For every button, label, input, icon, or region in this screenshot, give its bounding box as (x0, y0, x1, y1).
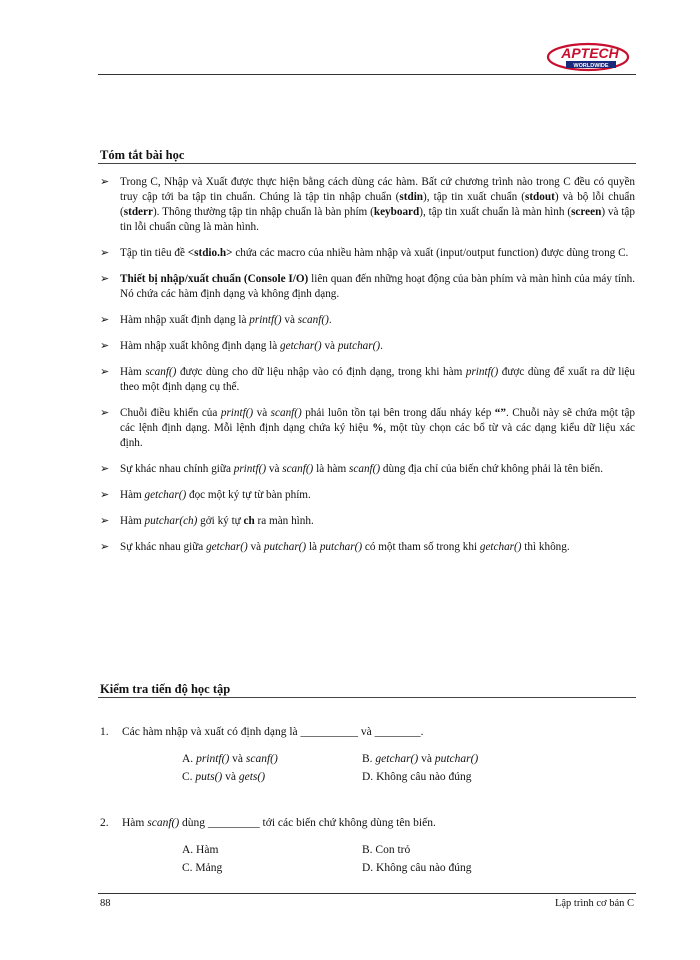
summary-rule (98, 163, 636, 164)
bullet-arrow-icon: ➢ (100, 314, 110, 326)
list-item: ➢ Sự khác nhau giữa getchar() và putchar() là putchar() có một tham số trong khi getchar() thì không. (100, 541, 570, 553)
book-title: Lập trình cơ bản C (554, 898, 634, 909)
bullet-arrow-icon: ➢ (100, 340, 110, 352)
list-item: ➢ Hàm nhập xuất định dạng là printf() và scanf(). (100, 314, 332, 326)
bullet-arrow-icon: ➢ (100, 541, 110, 553)
bullet-arrow-icon: ➢ (100, 489, 110, 501)
page-number: 88 (100, 898, 111, 909)
list-item: ➢ Sự khác nhau chính giữa printf() và scanf() là hàm scanf() dùng địa chỉ của biến chứ không phải là tên biến. (100, 463, 604, 475)
logo-sub-text: WORLDWIDE (573, 63, 609, 69)
list-item: ➢ Chuỗi điều khiển của printf() và scanf() phải luôn tồn tại bên trong dấu nháy kép “”. Chuỗi này sẽ chứa một tập các lệnh định dạng. Mỗi lệnh định dạng chứa ký hiệu %, một tùy chọn các bổ từ và các dạng kiểu dữ liệu xác định. (100, 407, 636, 449)
bullet-arrow-icon: ➢ (100, 366, 110, 378)
question-2: 2. Hàm scanf() dùng _________ tới các biến chứ không dùng tên biến. (100, 817, 436, 829)
logo-main-text: APTECH (561, 45, 619, 61)
question-1: 1. Các hàm nhập và xuất có định dạng là __________ và ________. (100, 726, 424, 738)
summary-title: Tóm tắt bài học (100, 148, 185, 162)
bullet-arrow-icon: ➢ (100, 407, 110, 419)
bullet-arrow-icon: ➢ (100, 515, 110, 527)
bullet-arrow-icon: ➢ (100, 463, 110, 475)
list-item: ➢ Thiết bị nhập/xuất chuẩn (Console I/O) liên quan đến những hoạt động của bàn phím và màn hình của máy tính. Nó chứa các hàm định dạng và không định dạng. (100, 273, 636, 300)
list-item: ➢ Tập tin tiêu đề <stdio.h> chứa các macro của nhiều hàm nhập và xuất (input/output function) được dùng trong C. (100, 247, 629, 259)
list-item: ➢ Hàm getchar() đọc một ký tự từ bàn phím. (100, 489, 311, 501)
header-rule (98, 74, 636, 75)
quiz-title: Kiểm tra tiến độ học tập (100, 682, 231, 696)
q1-option-d: D. Không câu nào đúng (362, 771, 472, 783)
bullet-arrow-icon: ➢ (100, 176, 110, 188)
q2-option-c: C. Mảng (182, 862, 223, 874)
q2-option-d: D. Không câu nào đúng (362, 862, 472, 874)
bullet-arrow-icon: ➢ (100, 273, 110, 285)
q2-option-b: B. Con trỏ (362, 844, 411, 856)
summary-list (100, 175, 635, 566)
q1-option-c: C. puts() và gets() (182, 771, 266, 783)
aptech-logo (546, 42, 630, 72)
footer-rule (98, 893, 636, 894)
q1-option-b: B. getchar() và putchar() (362, 753, 479, 765)
list-item: ➢ Hàm scanf() được dùng cho dữ liệu nhập vào có định dạng, trong khi hàm printf() được dùng để xuất ra dữ liệu theo một định dạng cụ thể. (100, 366, 635, 393)
bullet-arrow-icon: ➢ (100, 247, 110, 259)
quiz-rule (98, 697, 636, 698)
q2-option-a: A. Hàm (182, 844, 219, 856)
list-item: ➢ Trong C, Nhập và Xuất được thực hiện bằng cách dùng các hàm. Bất cứ chương trình nào trong C đều có quyền truy cập tới ba tập tin chuẩn. Chúng là tập tin nhập chuẩn (stdin), tập tin xuất chuẩn (stdout) và bộ lỗi chuẩn (stderr). Thông thường tập tin nhập chuẩn là bàn phím (keyboard), tập tin xuất chuẩn là màn hình (screen) và tập tin lỗi chuẩn cũng là màn hình. (100, 176, 635, 233)
list-item: ➢ Hàm nhập xuất không định dạng là getchar() và putchar(). (100, 340, 383, 352)
q1-option-a: A. printf() và scanf() (182, 753, 278, 765)
list-item: ➢ Hàm putchar(ch) gởi ký tự ch ra màn hình. (100, 515, 314, 527)
